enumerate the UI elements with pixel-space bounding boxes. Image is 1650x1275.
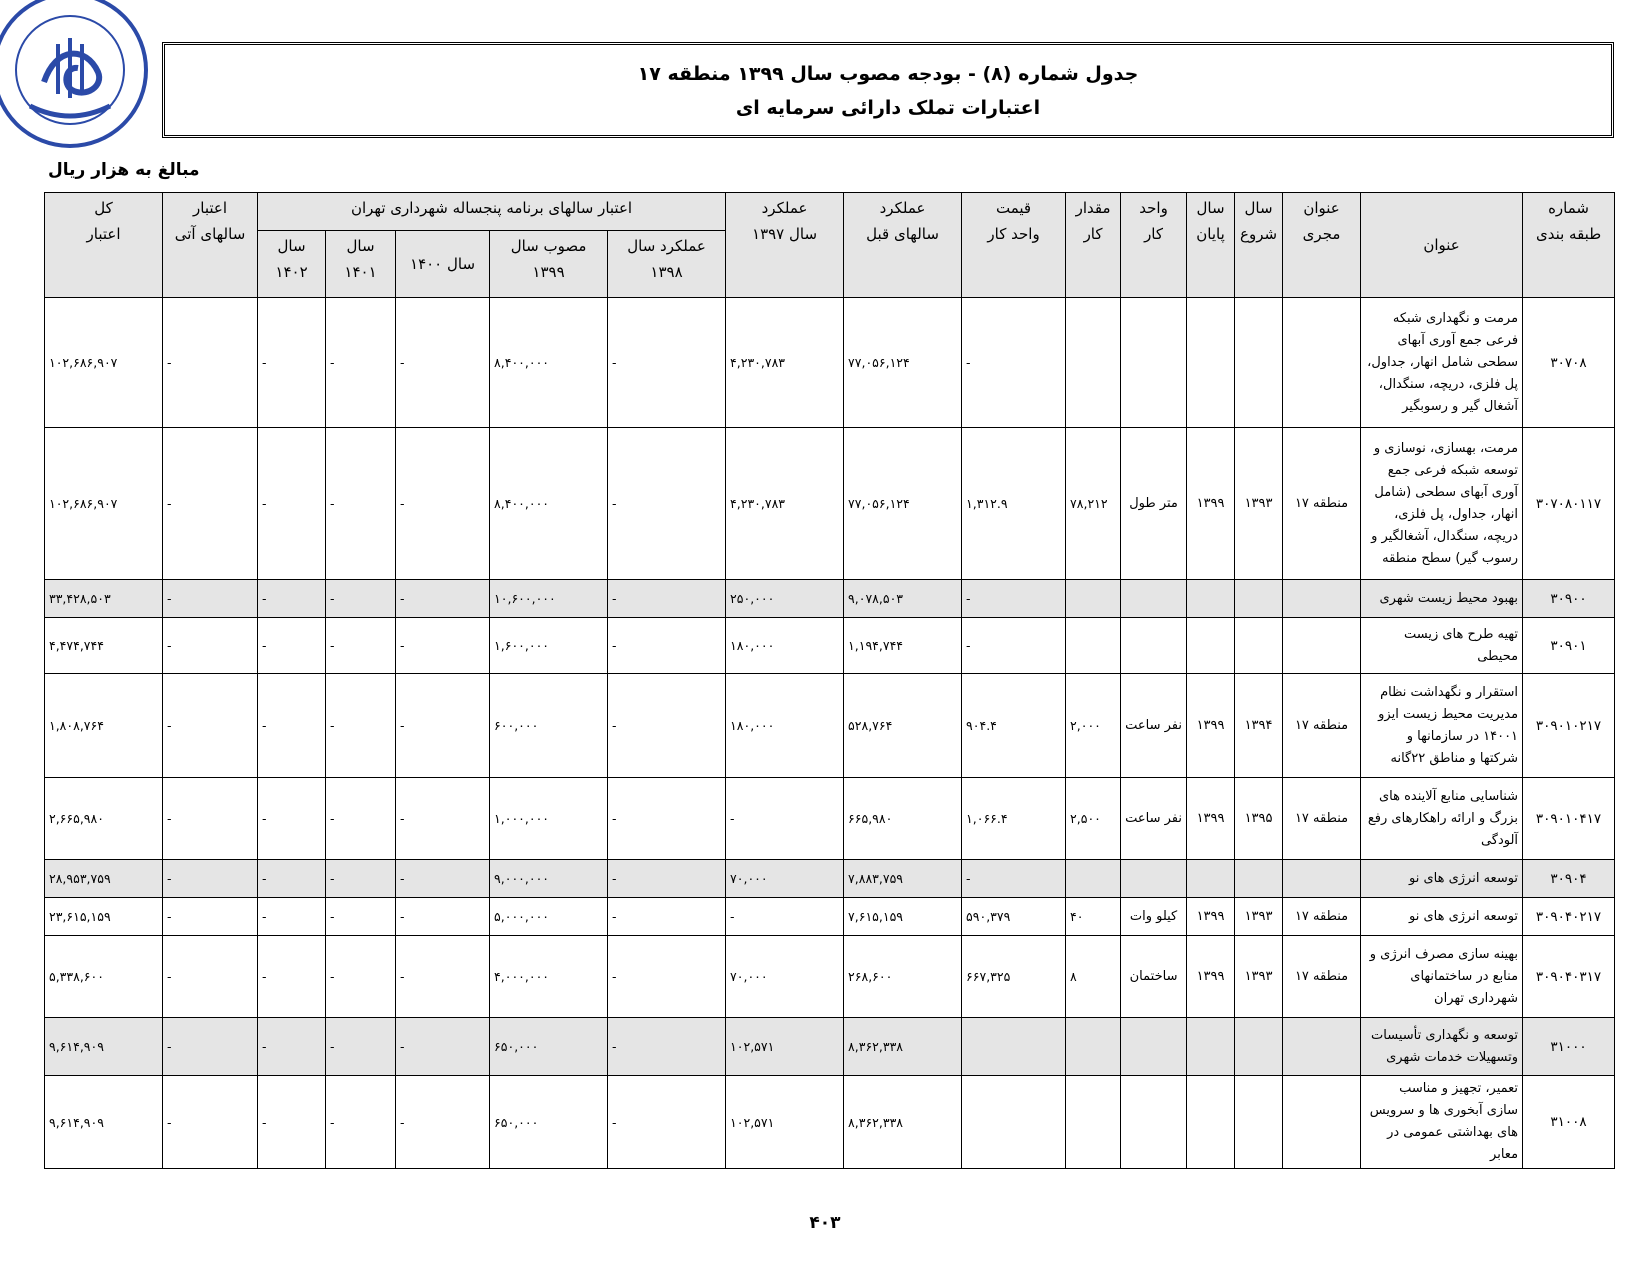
cell-y1398: - (608, 778, 726, 860)
cell-end (1187, 618, 1235, 674)
cell-title: تعمیر، تجهیز و مناسب سازی آبخوری ها و سرویس های بهداشتی عمومی در معابر (1361, 1076, 1523, 1169)
cell-title: شناسایی منابع آلاینده های بزرگ و ارائه راهکارهای رفع آلودگی (1361, 778, 1523, 860)
cell-price (962, 1018, 1066, 1076)
cell-y1399: ۸,۴۰۰,۰۰۰ (490, 428, 608, 580)
cell-end: ۱۳۹۹ (1187, 428, 1235, 580)
cell-code: ۳۰۷۰۸ (1523, 298, 1615, 428)
cell-y1398: - (608, 580, 726, 618)
cell-executor (1283, 1076, 1361, 1169)
cell-total: ۵,۳۳۸,۶۰۰ (45, 936, 163, 1018)
cell-unit (1121, 580, 1187, 618)
header-code: شماره طبقه بندی (1523, 193, 1615, 298)
header-1398: عملکرد سال ۱۳۹۸ (608, 231, 726, 298)
cell-y1397: ۷۰,۰۰۰ (726, 936, 844, 1018)
cell-code: ۳۰۹۰۴ (1523, 860, 1615, 898)
table-row (45, 860, 1615, 898)
cell-price: ۹۰۴.۴ (962, 674, 1066, 778)
cell-y1399: ۵,۰۰۰,۰۰۰ (490, 898, 608, 936)
cell-start (1235, 580, 1283, 618)
cell-qty (1066, 618, 1121, 674)
cell-price: - (962, 860, 1066, 898)
cell-future: - (163, 580, 258, 618)
table-row (45, 298, 1615, 428)
cell-future: - (163, 778, 258, 860)
cell-price: - (962, 298, 1066, 428)
budget-table (44, 192, 1615, 1169)
cell-executor (1283, 860, 1361, 898)
cell-future: - (163, 618, 258, 674)
header-end-year: سال پایان (1187, 193, 1235, 298)
cell-y1402: - (258, 580, 326, 618)
header-work-unit: واحد کار (1121, 193, 1187, 298)
cell-y1398: - (608, 674, 726, 778)
cell-y1400: - (396, 860, 490, 898)
cell-executor (1283, 618, 1361, 674)
table-row (45, 1076, 1615, 1169)
cell-total: ۴,۴۷۴,۷۴۴ (45, 618, 163, 674)
cell-y1399: ۶۵۰,۰۰۰ (490, 1018, 608, 1076)
table-row (45, 936, 1615, 1018)
cell-qty (1066, 580, 1121, 618)
cell-start: ۱۳۹۳ (1235, 428, 1283, 580)
cell-unit (1121, 860, 1187, 898)
cell-y1400: - (396, 778, 490, 860)
cell-executor: منطقه ۱۷ (1283, 428, 1361, 580)
cell-qty (1066, 1018, 1121, 1076)
cell-total: ۹,۶۱۴,۹۰۹ (45, 1076, 163, 1169)
table-row (45, 618, 1615, 674)
cell-prev: ۸,۳۶۲,۳۳۸ (844, 1018, 962, 1076)
cell-y1397: ۱۸۰,۰۰۰ (726, 618, 844, 674)
cell-unit: متر طول (1121, 428, 1187, 580)
cell-y1400: - (396, 674, 490, 778)
cell-price: ۱,۳۱۲.۹ (962, 428, 1066, 580)
cell-start (1235, 618, 1283, 674)
cell-unit (1121, 1018, 1187, 1076)
title-box (162, 42, 1614, 138)
cell-unit (1121, 1076, 1187, 1169)
cell-executor (1283, 1018, 1361, 1076)
cell-qty: ۴۰ (1066, 898, 1121, 936)
header-prev-years: عملکرد سالهای قبل (844, 193, 962, 298)
header-start-year: سال شروع (1235, 193, 1283, 298)
cell-qty (1066, 298, 1121, 428)
cell-executor (1283, 298, 1361, 428)
cell-y1400: - (396, 618, 490, 674)
cell-y1397: ۲۵۰,۰۰۰ (726, 580, 844, 618)
cell-unit: کیلو وات (1121, 898, 1187, 936)
cell-future: - (163, 674, 258, 778)
cell-end: ۱۳۹۹ (1187, 674, 1235, 778)
header-1402: سال ۱۴۰۲ (258, 231, 326, 298)
header-work-qty: مقدار کار (1066, 193, 1121, 298)
cell-prev: ۷۷,۰۵۶,۱۲۴ (844, 428, 962, 580)
cell-end: ۱۳۹۹ (1187, 898, 1235, 936)
cell-y1397: - (726, 778, 844, 860)
cell-y1401: - (326, 936, 396, 1018)
cell-unit: ساختمان (1121, 936, 1187, 1018)
cell-title: بهبود محیط زیست شهری (1361, 580, 1523, 618)
cell-total: ۹,۶۱۴,۹۰۹ (45, 1018, 163, 1076)
cell-y1401: - (326, 778, 396, 860)
cell-y1399: ۶۰۰,۰۰۰ (490, 674, 608, 778)
cell-title: توسعه انرژی های نو (1361, 860, 1523, 898)
cell-code: ۳۰۹۰۰ (1523, 580, 1615, 618)
cell-executor: منطقه ۱۷ (1283, 674, 1361, 778)
cell-qty: ۲,۵۰۰ (1066, 778, 1121, 860)
header-1400: سال ۱۴۰۰ (396, 231, 490, 298)
header-future-years: اعتبار سالهای آتی (163, 193, 258, 298)
header-executor: عنوان مجری (1283, 193, 1361, 298)
cell-end (1187, 298, 1235, 428)
cell-y1402: - (258, 1018, 326, 1076)
cell-y1398: - (608, 936, 726, 1018)
cell-qty (1066, 1076, 1121, 1169)
cell-code: ۳۱۰۰۰ (1523, 1018, 1615, 1076)
cell-end: ۱۳۹۹ (1187, 936, 1235, 1018)
cell-start: ۱۳۹۳ (1235, 936, 1283, 1018)
cell-y1399: ۹,۰۰۰,۰۰۰ (490, 860, 608, 898)
cell-y1397: ۷۰,۰۰۰ (726, 860, 844, 898)
cell-end (1187, 860, 1235, 898)
header-unit-price: قیمت واحد کار (962, 193, 1066, 298)
cell-total: ۱۰۲,۶۸۶,۹۰۷ (45, 428, 163, 580)
cell-prev: ۷,۸۸۳,۷۵۹ (844, 860, 962, 898)
cell-unit: نفر ساعت (1121, 674, 1187, 778)
cell-y1401: - (326, 580, 396, 618)
table-row (45, 778, 1615, 860)
cell-unit (1121, 618, 1187, 674)
cell-qty (1066, 860, 1121, 898)
cell-y1397: ۱۸۰,۰۰۰ (726, 674, 844, 778)
cell-y1399: ۴,۰۰۰,۰۰۰ (490, 936, 608, 1018)
cell-y1398: - (608, 1076, 726, 1169)
cell-prev: ۹,۰۷۸,۵۰۳ (844, 580, 962, 618)
cell-end: ۱۳۹۹ (1187, 778, 1235, 860)
cell-end (1187, 580, 1235, 618)
cell-code: ۳۰۹۰۱ (1523, 618, 1615, 674)
cell-y1402: - (258, 936, 326, 1018)
cell-y1398: - (608, 1018, 726, 1076)
cell-y1398: - (608, 298, 726, 428)
cell-end (1187, 1076, 1235, 1169)
cell-price: - (962, 618, 1066, 674)
cell-start (1235, 298, 1283, 428)
units-note: مبالغ به هزار ریال (48, 160, 200, 180)
table-row (45, 580, 1615, 618)
cell-start: ۱۳۹۴ (1235, 674, 1283, 778)
cell-unit (1121, 298, 1187, 428)
cell-start (1235, 1076, 1283, 1169)
cell-price (962, 1076, 1066, 1169)
cell-executor: منطقه ۱۷ (1283, 898, 1361, 936)
cell-future: - (163, 298, 258, 428)
cell-end (1187, 1018, 1235, 1076)
cell-y1401: - (326, 618, 396, 674)
cell-code: ۳۰۹۰۱۰۴۱۷ (1523, 778, 1615, 860)
cell-title: استقرار و نگهداشت نظام مدیریت محیط زیست ایزو ۱۴۰۰۱ در سازمانها و شرکتها و مناطق ۲۲گانه (1361, 674, 1523, 778)
cell-code: ۳۰۹۰۱۰۲۱۷ (1523, 674, 1615, 778)
table-title: جدول شماره (۸) - بودجه مصوب سال ۱۳۹۹ منطقه ۱۷ (637, 63, 1139, 85)
table-subtitle: اعتبارات تملک دارائی سرمایه ای (735, 97, 1041, 119)
cell-qty: ۷۸,۲۱۲ (1066, 428, 1121, 580)
cell-code: ۳۰۹۰۴۰۲۱۷ (1523, 898, 1615, 936)
cell-title: بهینه سازی مصرف انرژی و منابع در ساختمانهای شهرداری تهران (1361, 936, 1523, 1018)
header-1397: عملکرد سال ۱۳۹۷ (726, 193, 844, 298)
cell-title: تهیه طرح های زیست محیطی (1361, 618, 1523, 674)
cell-future: - (163, 936, 258, 1018)
cell-y1402: - (258, 778, 326, 860)
cell-prev: ۷۷,۰۵۶,۱۲۴ (844, 298, 962, 428)
cell-y1401: - (326, 1018, 396, 1076)
cell-y1398: - (608, 898, 726, 936)
cell-total: ۱,۸۰۸,۷۶۴ (45, 674, 163, 778)
cell-prev: ۲۶۸,۶۰۰ (844, 936, 962, 1018)
header-title: عنوان (1361, 193, 1523, 298)
cell-total: ۱۰۲,۶۸۶,۹۰۷ (45, 298, 163, 428)
cell-title: توسعه انرژی های نو (1361, 898, 1523, 936)
cell-total: ۲۳,۶۱۵,۱۵۹ (45, 898, 163, 936)
table-row (45, 674, 1615, 778)
cell-y1400: - (396, 580, 490, 618)
cell-y1401: - (326, 898, 396, 936)
cell-future: - (163, 860, 258, 898)
cell-y1397: - (726, 898, 844, 936)
cell-executor: منطقه ۱۷ (1283, 936, 1361, 1018)
cell-y1397: ۱۰۲,۵۷۱ (726, 1076, 844, 1169)
cell-y1400: - (396, 898, 490, 936)
header-plan-group: اعتبار سالهای برنامه پنجساله شهرداری تهران (258, 193, 726, 231)
cell-start: ۱۳۹۳ (1235, 898, 1283, 936)
cell-y1402: - (258, 898, 326, 936)
cell-y1397: ۱۰۲,۵۷۱ (726, 1018, 844, 1076)
cell-y1397: ۴,۲۳۰,۷۸۳ (726, 428, 844, 580)
cell-code: ۳۰۷۰۸۰۱۱۷ (1523, 428, 1615, 580)
cell-prev: ۱,۱۹۴,۷۴۴ (844, 618, 962, 674)
cell-y1402: - (258, 674, 326, 778)
cell-prev: ۵۲۸,۷۶۴ (844, 674, 962, 778)
header-1399: مصوب سال ۱۳۹۹ (490, 231, 608, 298)
cell-y1401: - (326, 428, 396, 580)
cell-start: ۱۳۹۵ (1235, 778, 1283, 860)
cell-title: توسعه و نگهداری تأسیسات وتسهیلات خدمات شهری (1361, 1018, 1523, 1076)
cell-qty: ۲,۰۰۰ (1066, 674, 1121, 778)
cell-future: - (163, 1018, 258, 1076)
cell-y1397: ۴,۲۳۰,۷۸۳ (726, 298, 844, 428)
cell-start (1235, 1018, 1283, 1076)
table-row (45, 1018, 1615, 1076)
cell-price: - (962, 580, 1066, 618)
cell-price: ۵۹۰,۳۷۹ (962, 898, 1066, 936)
cell-y1399: ۸,۴۰۰,۰۰۰ (490, 298, 608, 428)
cell-y1400: - (396, 1076, 490, 1169)
cell-future: - (163, 428, 258, 580)
page-number: ۴۰۳ (809, 1213, 841, 1233)
cell-qty: ۸ (1066, 936, 1121, 1018)
table-row (45, 428, 1615, 580)
cell-code: ۳۱۰۰۸ (1523, 1076, 1615, 1169)
cell-total: ۳۳,۴۲۸,۵۰۳ (45, 580, 163, 618)
cell-y1398: - (608, 860, 726, 898)
cell-prev: ۷,۶۱۵,۱۵۹ (844, 898, 962, 936)
cell-y1402: - (258, 1076, 326, 1169)
cell-y1401: - (326, 674, 396, 778)
cell-y1399: ۶۵۰,۰۰۰ (490, 1076, 608, 1169)
cell-y1401: - (326, 1076, 396, 1169)
cell-future: - (163, 1076, 258, 1169)
table-row (45, 898, 1615, 936)
cell-y1399: ۱,۶۰۰,۰۰۰ (490, 618, 608, 674)
cell-total: ۲,۶۶۵,۹۸۰ (45, 778, 163, 860)
cell-executor: منطقه ۱۷ (1283, 778, 1361, 860)
cell-future: - (163, 898, 258, 936)
cell-prev: ۸,۳۶۲,۳۳۸ (844, 1076, 962, 1169)
council-seal-logo (0, 0, 154, 154)
cell-y1398: - (608, 618, 726, 674)
cell-y1399: ۱۰,۶۰۰,۰۰۰ (490, 580, 608, 618)
header-total: کل اعتبار (45, 193, 163, 298)
cell-y1400: - (396, 298, 490, 428)
cell-code: ۳۰۹۰۴۰۳۱۷ (1523, 936, 1615, 1018)
cell-title: مرمت و نگهداری شبکه فرعی جمع آوری آبهای سطحی شامل انهار، جداول، پل فلزی، دریچه، سنگدال، آشغال گیر و رسوبگیر (1361, 298, 1523, 428)
cell-title: مرمت، بهسازی، نوسازی و توسعه شبکه فرعی جمع آوری آبهای سطحی (شامل انهار، جداول، پل فلزی، دریچه، سنگدال، آشغالگیر و رسوب گیر) سطح منطقه (1361, 428, 1523, 580)
cell-y1400: - (396, 428, 490, 580)
cell-y1398: - (608, 428, 726, 580)
cell-y1402: - (258, 860, 326, 898)
cell-total: ۲۸,۹۵۳,۷۵۹ (45, 860, 163, 898)
cell-y1399: ۱,۰۰۰,۰۰۰ (490, 778, 608, 860)
cell-y1401: - (326, 298, 396, 428)
cell-y1400: - (396, 936, 490, 1018)
cell-y1402: - (258, 618, 326, 674)
cell-executor (1283, 580, 1361, 618)
cell-y1401: - (326, 860, 396, 898)
cell-price: ۶۶۷,۳۲۵ (962, 936, 1066, 1018)
cell-unit: نفر ساعت (1121, 778, 1187, 860)
cell-y1402: - (258, 428, 326, 580)
cell-start (1235, 860, 1283, 898)
cell-prev: ۶۶۵,۹۸۰ (844, 778, 962, 860)
cell-y1400: - (396, 1018, 490, 1076)
cell-price: ۱,۰۶۶.۴ (962, 778, 1066, 860)
cell-y1402: - (258, 298, 326, 428)
header-1401: سال ۱۴۰۱ (326, 231, 396, 298)
